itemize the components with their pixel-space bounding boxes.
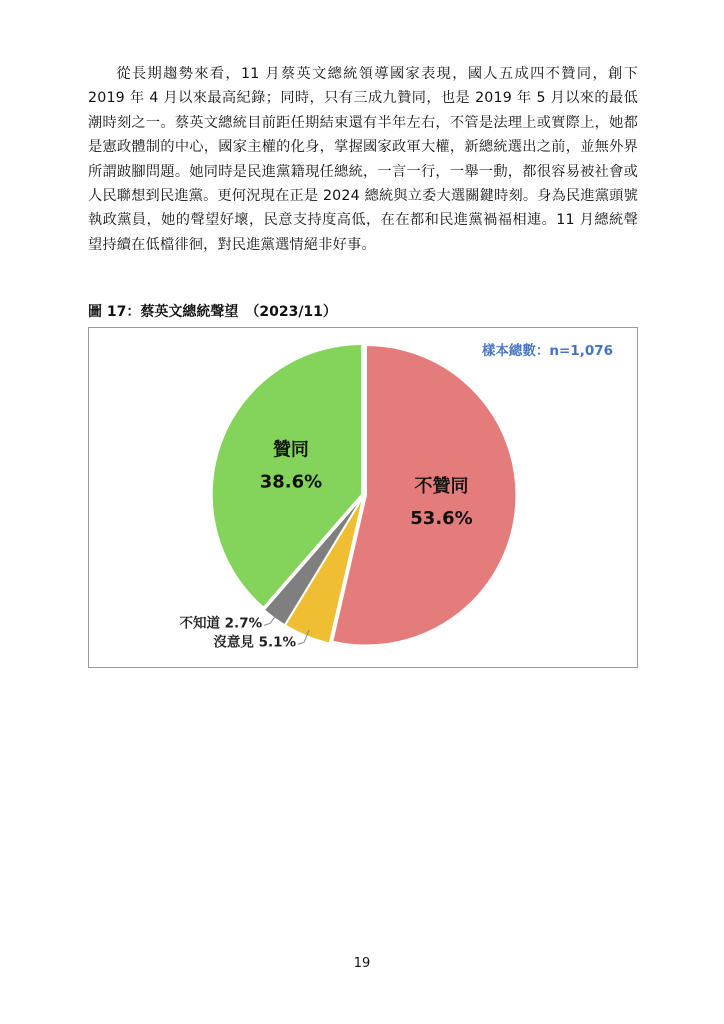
page-number: 19	[353, 956, 371, 971]
figure-caption: 圖 17：蔡英文總統聲望 （2023/11）	[88, 304, 337, 320]
slice-value-0: 53.6%	[410, 507, 473, 529]
chart-frame	[88, 327, 638, 668]
body-paragraph: 從長期趨勢來看，11 月蔡英文總統領導國家表現，國人五成四不贊同，創下 2019 年 4 月以來最高紀錄；同時，只有三成九贊同，也是 2019 年 5 月以來的最低潮時刻之一。蔡英文總統目前距任期結束還有半年左右，不管是法理上或實際上，她都是憲政體制的中心，國家主權的化身，掌握國家政軍大權，新總統選出之前，並無外界所謂跛腳問題。她同時是民進黨籍現任總統，一言一行，一舉一動，都很容易被社會或人民聯想到民進黨。更何況現在正是 2024 總統與立委大選關鍵時刻。身為民進黨頭號執政黨員，她的聲望好壞，民意支持度高低，在在都和民進黨禍福相連。11 月總統聲望持續在低檔徘徊，對民進黨選情絕非好事。	[88, 66, 638, 253]
sample-size-note: 樣本總數：n=1,076	[481, 343, 613, 359]
slice-outside-label-2: 不知道 2.7%	[179, 615, 263, 632]
slice-value-3: 38.6%	[259, 471, 323, 493]
slice-label-0: 不贊同	[414, 475, 469, 497]
pie-chart	[89, 328, 639, 669]
slice-outside-label-1: 沒意見 5.1%	[213, 634, 297, 651]
slice-label-3: 贊同	[272, 439, 309, 461]
